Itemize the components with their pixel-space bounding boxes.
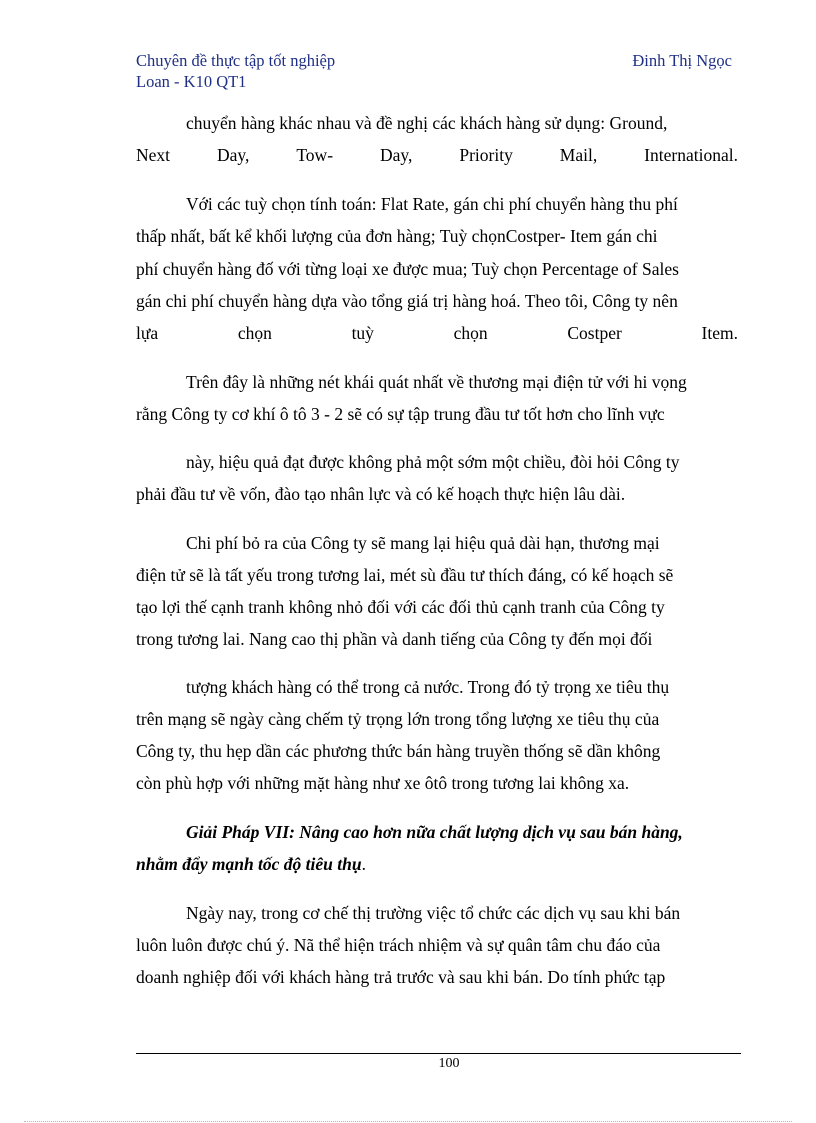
word: Day, (379, 145, 413, 165)
text-line: trên mạng sẽ ngày càng chếm tỷ trọng lớn trong tổng lượng xe tiêu thụ của (136, 709, 660, 729)
justified-line (136, 322, 738, 344)
text-line: điện tử sẽ là tất yếu trong tương lai, mét sù đầu tư thích đáng, có kế hoạch sẽ (136, 565, 674, 585)
word: Item. (701, 323, 738, 343)
text-line: chuyển hàng khác nhau và đề nghị các khách hàng sử dụng: Ground, (186, 113, 668, 133)
word: Priority (459, 145, 513, 165)
section-heading: Giải Pháp VII: Nâng cao hơn nữa chất lượng dịch vụ sau bán hàng, (186, 822, 683, 842)
heading-text: nhằm đẩy mạnh tốc độ tiêu thụ (136, 854, 362, 874)
text-line: rằng Công ty cơ khí ô tô 3 - 2 sẽ có sự tập trung đầu tư tốt hơn cho lĩnh vực (136, 404, 665, 424)
footer-rule (136, 1053, 741, 1054)
word: Costper (567, 323, 622, 343)
page-number: 100 (438, 1056, 460, 1071)
header-title: Chuyên đề thực tập tốt nghiệp (136, 51, 336, 70)
word: Day, (216, 145, 250, 165)
word: Mail, (559, 145, 598, 165)
text-line: còn phù hợp với những mặt hàng như xe ôtô trong tương lai không xa. (136, 773, 630, 793)
text-line: Chi phí bỏ ra của Công ty sẽ mang lại hiệu quả dài hạn, thương mại (186, 533, 660, 553)
text-line: phí chuyển hàng đố với từng loại xe được mua; Tuỳ chọn Percentage of Sales (136, 259, 679, 279)
justified-line (136, 144, 738, 166)
heading-period: . (361, 854, 366, 874)
text-line: Ngày nay, trong cơ chế thị trường việc tổ chức các dịch vụ sau khi bán (186, 903, 681, 923)
header-class: Loan - K10 QT1 (136, 72, 247, 91)
text-line: tạo lợi thế cạnh tranh không nhỏ đối với các đối thủ cạnh tranh của Công ty (136, 597, 665, 617)
section-heading-line2 (136, 853, 738, 875)
word: International. (644, 145, 738, 165)
text-line: tượng khách hàng có thể trong cả nước. Trong đó tỷ trọng xe tiêu thụ (186, 677, 670, 697)
word: chọn (453, 323, 488, 343)
text-line: Với các tuỳ chọn tính toán: Flat Rate, gán chi phí chuyển hàng thu phí (186, 194, 678, 214)
header-author: Đinh Thị Ngọc (632, 51, 732, 70)
text-line: Trên đây là những nét khái quát nhất về thương mại điện tử với hi vọng (186, 372, 687, 392)
text-line: thấp nhất, bất kể khối lượng của đơn hàng; Tuỳ chọnCostper- Item gán chi (136, 226, 658, 246)
text-line: phải đầu tư về vốn, đào tạo nhân lực và có kế hoạch thực hiện lâu dài. (136, 484, 626, 504)
text-line: gán chi phí chuyển hàng dựa vào tổng giá trị hàng hoá. Theo tôi, Công ty nên (136, 291, 678, 311)
text-line: luôn luôn được chú ý. Nã thể hiện trách nhiệm và sự quân tâm chu đáo của (136, 935, 661, 955)
text-line: doanh nghiệp đối với khách hàng trả trước và sau khi bán. Do tính phức tạp (136, 967, 666, 987)
text-line: Công ty, thu hẹp dần các phương thức bán hàng truyền thống sẽ dần không (136, 741, 661, 761)
word: lựa (136, 323, 159, 343)
word: Next (136, 145, 171, 165)
text-line: này, hiệu quả đạt được không phả một sớm một chiều, đòi hỏi Công ty (186, 452, 680, 472)
word: Tow- (296, 145, 334, 165)
page-edge (24, 1121, 792, 1122)
word: tuỳ (351, 323, 374, 343)
text-line: trong tương lai. Nang cao thị phần và danh tiếng của Công ty đến mọi đối (136, 629, 653, 649)
word: chọn (237, 323, 272, 343)
